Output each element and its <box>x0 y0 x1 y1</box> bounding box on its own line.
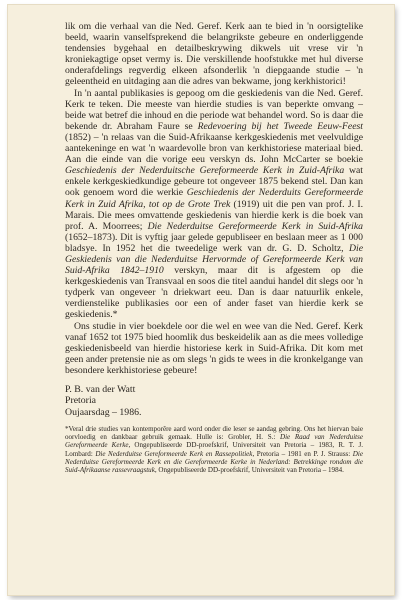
text-run: (1919) uit die pen van prof. J. I. Marais. Die mees omvattende geskiedenis van hierdie kerk is die boek van prof. A. Moorrees; <box>65 198 363 232</box>
text-run: In 'n aantal publikasies is gepoog om die geskiedenis van die Ned. Geref. Kerk te teken. Die meeste van hierdie studies is van beperkte omvang – beide wat betref die inhoud en die periode wat behandel word. So is daar die bekende dr. Abraham Faure se <box>65 87 363 132</box>
paragraph-2 <box>65 88 363 321</box>
page-text <box>65 21 363 474</box>
signature-block <box>65 384 363 418</box>
italic-title: Die Nederduitse Gereformeerde Kerk en die Gereformeerde Kerke in Nederland: Betrekkinge rondom die Suid-Afrikaanse rassevraagstuk <box>65 449 363 474</box>
text-run: *Veral drie studies van kontemporêre aard word onder die leser se aandag gebring. Ons het hiervan baie oorvloedig en dankbaar gebruik gemaak. Hulle is: Grobler, H. S.: <box>65 425 363 442</box>
italic-title: Die Nederduitse Gereformeerde Kerk in Suid-Afrika <box>147 220 363 232</box>
text-run: (1852) – 'n relaas van die Suid-Afrikaanse kerkgeskiedenis met veelvuldige aantekeninge en wat 'n waardevolle bron van kerkhistoriese materiaal bied. Aan die einde van die vorige eeu verskyn ds. John McCarter se boekie <box>65 131 363 166</box>
signature-place: Pretoria <box>65 395 97 407</box>
text-run: (1652–1873). Dit is vyftig jaar gelede gepubliseer en beslaan meer as 1 000 bladsye. In 1952 het die tweedelige werk van dr. G. D. Scholtz, <box>65 231 363 254</box>
footnote <box>65 425 363 474</box>
italic-title: Die Raad van Nederduitse Gereformeerde Kerke <box>65 433 363 450</box>
italic-title: Die Nederduitse Gereformeerde Kerk en Rassepolitiek <box>95 449 253 458</box>
paragraph-3 <box>65 321 363 376</box>
text-run: verskyn, maar dit is afgestem op die kerkgeskiedenis van Transvaal en soos die titel aandui handel dit slegs oor 'n tydperk van ongeveer 'n driekwart eeu. Dan is daar natuurlik enkele, verdienstelike publikasies oor een of ander faset van hierdie kerk se geskiedenis.* <box>65 265 363 321</box>
text-run: , Ongepubliseerde DD-proefskrif, Universiteit van Pretoria – 1984. <box>154 465 344 474</box>
text-run: , Pretoria – 1981 en P. J. Strauss: <box>252 449 353 458</box>
signature-date: Oujaarsdag – 1986. <box>65 406 142 418</box>
italic-title: Redevoering bij het Tweede Eeuw-Feest <box>197 120 363 132</box>
paragraph-1 <box>65 21 363 88</box>
italic-title: Geschiedenis der Nederduitsche Gereformeerde Kerk in Zuid-Afrika <box>65 165 345 177</box>
text-run: , Ongepubliseerde DD-proefskrif, Universiteit van Pretoria – 1983, R. T. J. Lombard: <box>65 441 363 458</box>
italic-title: Die Geskiedenis van die Nederduitse Hervormde of Gereformeerde Kerk van Suid-Afrika 1842–1910 <box>65 242 363 277</box>
italic-title: Geschiedenis der Nederduits Gereformeerde Kerk in Zuid Afrika, tot op de Grote Trek <box>65 187 363 210</box>
text-run: lik om die verhaal van die Ned. Geref. Kerk aan te bied in 'n oorsigtelike beeld, waarin vanselfsprekend die belangrikste gebeure en onderliggende tendensies bygehaal en detailbeskrywing dikwels uit vrese vir 'n kroniekagtige opset vermy is. Die verskillende hoofstukke met hul diverse onderafdelings regverdig elkeen afsonderlik 'n diepgaande studie – 'n geleentheid en uitdaging aan die adres van bekwame, jong kerkhistorici! <box>65 21 363 88</box>
text-run: Ons studie in vier boekdele oor die wel en wee van die Ned. Geref. Kerk vanaf 1652 tot 1975 bied hoomlik dus beskeidelik aan as die mees volledige geskiedenisbeeld van hierdie historiese kerk in Suid-Afrika. Dit kom met geen ander pretensie nie as om slegs 'n gids te wees in die kronkelgange van besondere kerkhistoriese gebeure! <box>65 320 363 376</box>
text-run: wat enkele kerkgeskiedkundige gebeure tot ongeveer 1875 bekend stel. Dan kan ook genoem word die werkie <box>65 165 363 199</box>
book-page <box>8 5 394 595</box>
author-name: P. B. van der Watt <box>65 384 136 395</box>
